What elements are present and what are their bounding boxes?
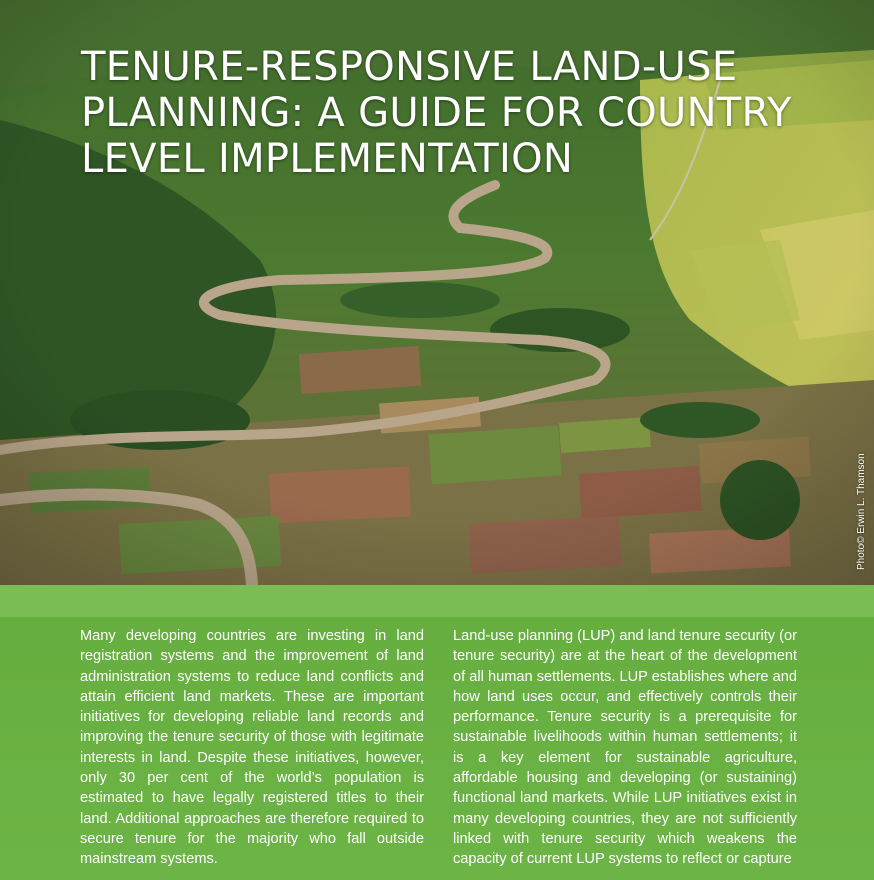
- photo-credit: Photo© Erwin L. Thamson: [856, 453, 867, 570]
- intro-column-left: Many developing countries are investing in land registration systems and the improvement of land administration systems to reduce land conflicts and attain efficient land markets. These are important initiatives for developing reliable land records and improving the tenure security of those with legitimate interests in land. Despite these initiatives, however, only 30 per cent of the world’s population is estimated to have legally registered titles to their land. Additional approaches are therefore required to secure tenure for the majority who fall outside mainstream systems.: [80, 628, 424, 868]
- header-band: [0, 585, 874, 617]
- intro-column-right: Land-use planning (LUP) and land tenure security (or tenure security) are at the heart of the development of all human settlements. LUP establishes where and how land uses occur, and effectively controls their performance. Tenure security is a prerequisite for sustainable livelihoods within human settlements; it is a key element for sustainable agriculture, affordable housing and developing (or sustaining) functional land markets. While LUP initiatives exist in many developing countries, they are not sufficiently linked with tenure security which weakens the capacity of current LUP systems to reflect or capture: [453, 628, 797, 868]
- page-title: TENURE-RESPONSIVE LAND-USE PLANNING: A GUIDE FOR COUNTRY LEVEL IMPLEMENTATION: [81, 44, 792, 182]
